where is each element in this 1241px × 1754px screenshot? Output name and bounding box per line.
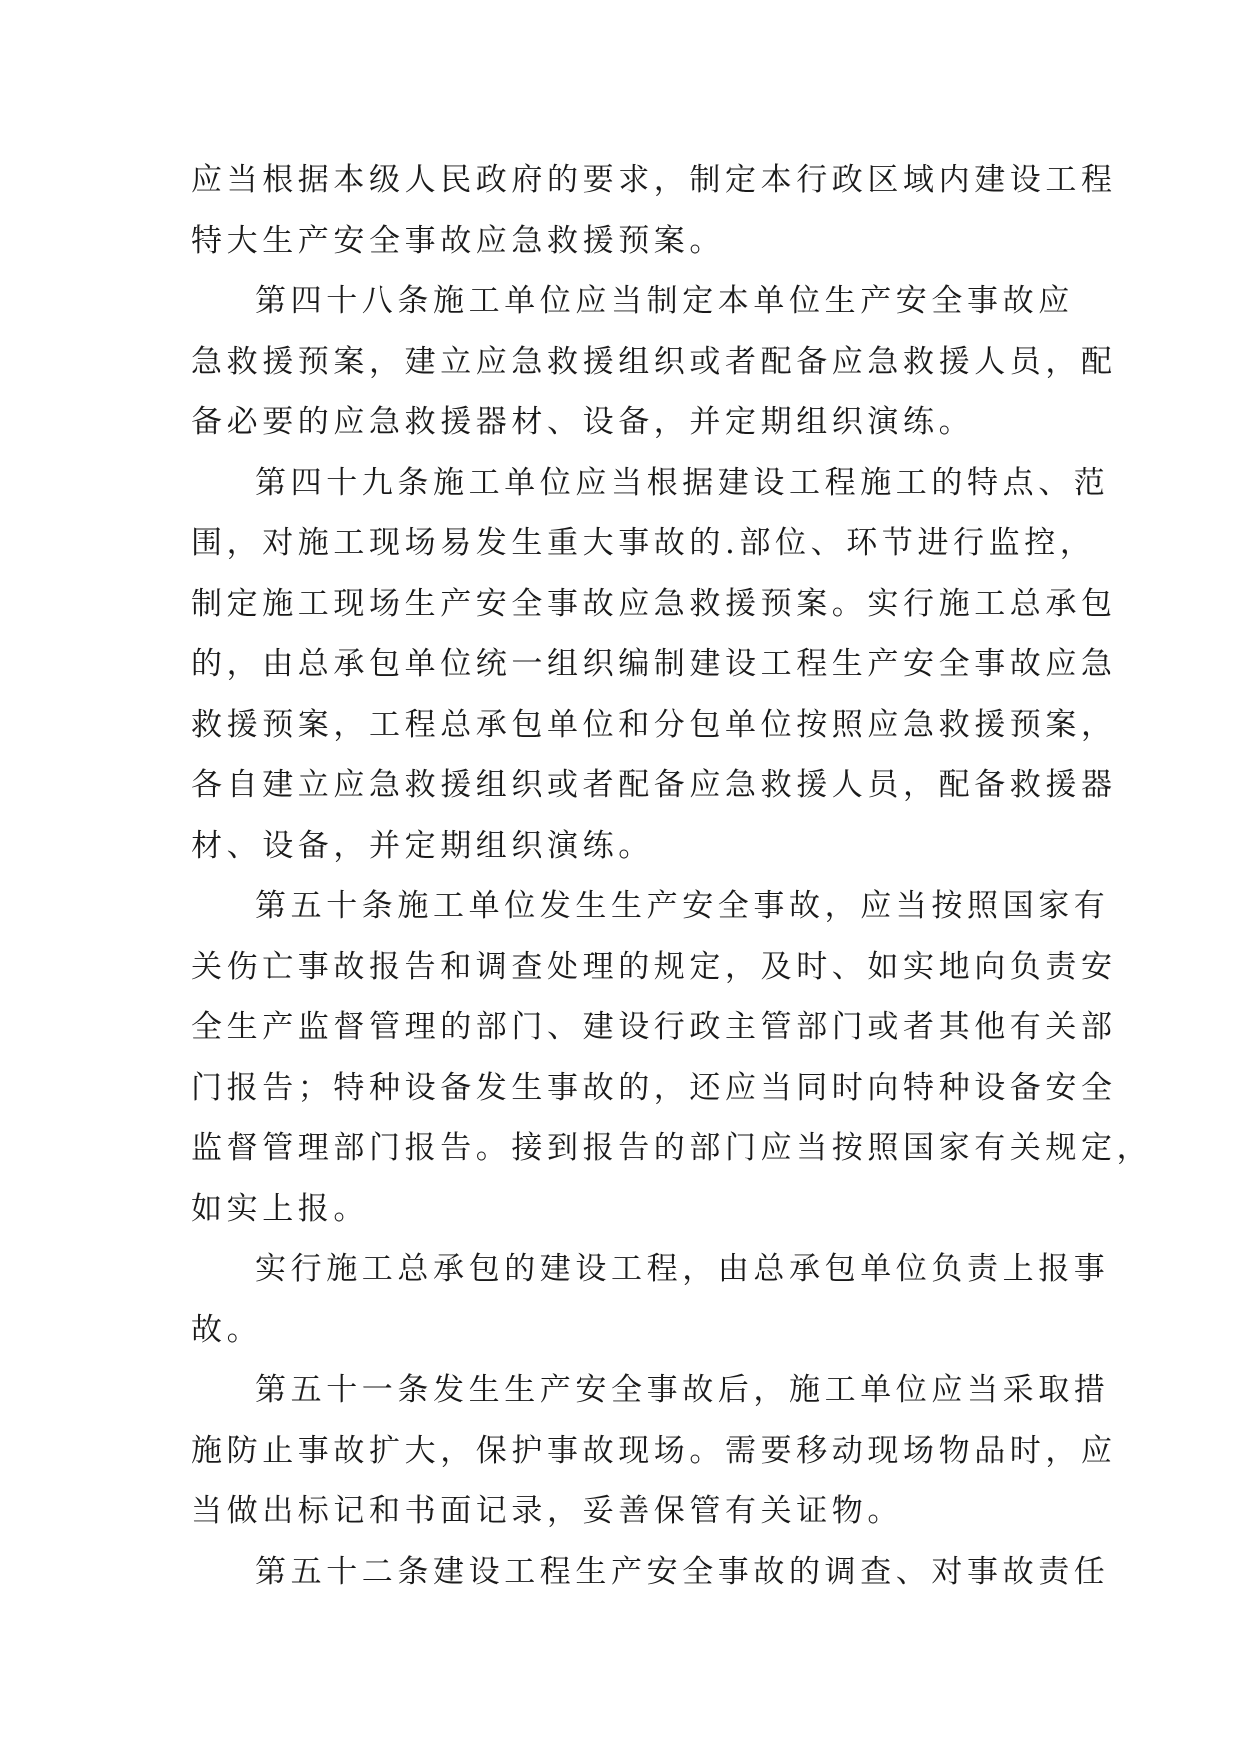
text-line: 应当根据本级人民政府的要求，制定本行政区域内建设工程	[191, 162, 1117, 198]
text-line: 全生产监督管理的部门、建设行政主管部门或者其他有关部	[191, 1009, 1117, 1045]
text-line: 如实上报。	[191, 1190, 369, 1227]
paragraph-start-line: 第五十二条建设工程生产安全事故的调查、对事故责任	[255, 1553, 1110, 1590]
paragraph-start-line: 第四十八条施工单位应当制定本单位生产安全事故应	[255, 283, 1074, 319]
text-line: 监督管理部门报告。接到报告的部门应当按照国家有关规定，	[191, 1130, 1153, 1166]
text-line: 故。	[191, 1311, 263, 1348]
text-line: 材、设备，并定期组织演练。	[191, 827, 654, 864]
paragraph-start-line: 第五十一条发生生产安全事故后，施工单位应当采取措	[255, 1372, 1110, 1408]
text-line: 制定施工现场生产安全事故应急救援预案。实行施工总承包	[191, 585, 1117, 622]
paragraph-start-line: 第四十九条施工单位应当根据建设工程施工的特点、范	[255, 464, 1110, 501]
text-line: 施防止事故扩大，保护事故现场。需要移动现场物品时，应	[191, 1432, 1117, 1469]
text-line: 急救援预案，建立应急救援组织或者配备应急救援人员，配	[191, 343, 1117, 380]
text-line: 当做出标记和书面记录，妥善保管有关证物。	[191, 1493, 903, 1529]
text-line: 关伤亡事故报告和调查处理的规定，及时、如实地向负责安	[191, 948, 1117, 985]
text-line: 门报告；特种设备发生事故的，还应当同时向特种设备安全	[191, 1069, 1117, 1106]
text-line: 各自建立应急救援组织或者配备应急救援人员，配备救援器	[191, 767, 1117, 803]
document-body	[191, 150, 1153, 1602]
text-line: 的，由总承包单位统一组织编制建设工程生产安全事故应急	[191, 646, 1117, 682]
text-line: 救援预案，工程总承包单位和分包单位按照应急救援预案，	[191, 706, 1117, 743]
paragraph-start-line: 第五十条施工单位发生生产安全事故，应当按照国家有	[255, 888, 1110, 924]
text-line: 特大生产安全事故应急救援预案。	[191, 222, 725, 259]
text-line: 围，对施工现场易发生重大事故的.部位、环节进行监控，	[191, 525, 1096, 561]
paragraph-start-line: 实行施工总承包的建设工程，由总承包单位负责上报事	[255, 1251, 1110, 1287]
text-line: 备必要的应急救援器材、设备，并定期组织演练。	[191, 404, 975, 440]
